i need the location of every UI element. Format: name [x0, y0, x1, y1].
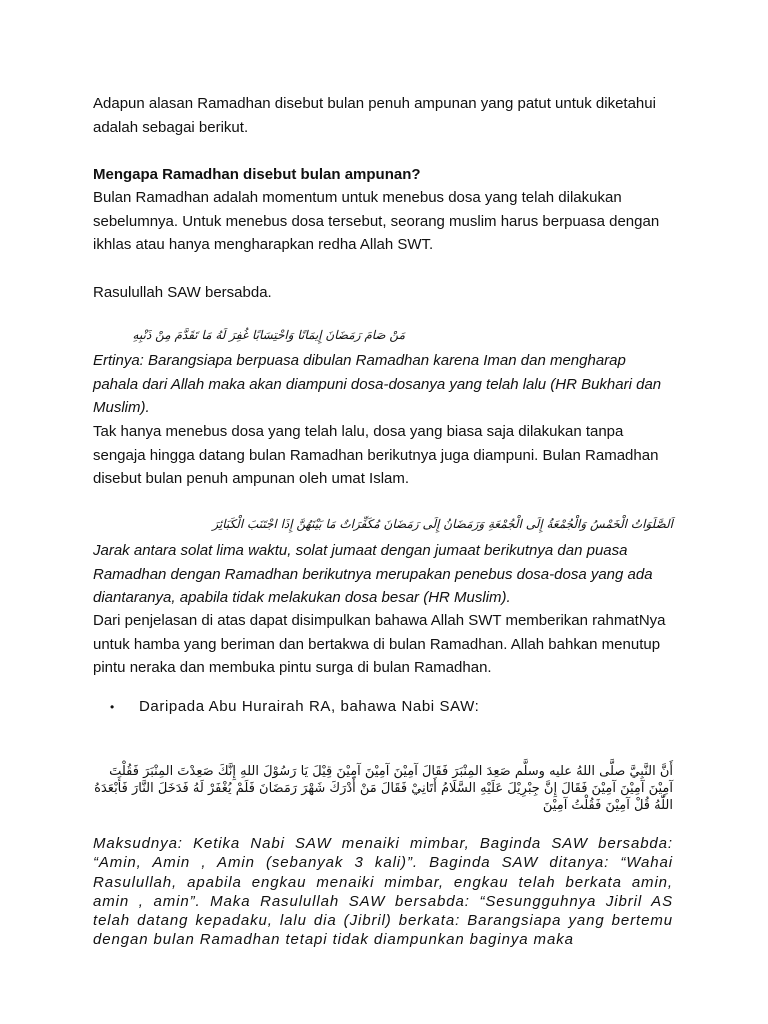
paragraph-conclusion: Dari penjelasan di atas dapat disimpulkan bahawa Allah SWT memberikan rahmatNya untuk hamba yang beriman dan bertakwa di bulan Ramadhan. Allah bahkan menutup pintu neraka dan membuka pintu surga di bulan Ramadhan. [93, 612, 666, 676]
hadith-1-arabic: مَنْ صَامَ رَمَضَانَ إِيمَانًا وَاحْتِسَابًا غُفِرَ لَهُ مَا تَقَدَّمَ مِنْ ذَنْبِهِ [132, 328, 405, 342]
section-heading: Mengapa Ramadhan disebut bulan ampunan? [93, 166, 421, 183]
hadith-2-translation: Jarak antara solat lima waktu, solat jumaat dengan jumaat berikutnya dan puasa Ramadhan dengan Ramadhan berikutnya merupakan penebus dosa-dosa yang ada diantaranya, apabila tidak melakukan dosa besar (HR Muslim). [93, 542, 653, 606]
bullet-icon: • [110, 700, 115, 714]
intro-paragraph: Adapun alasan Ramadhan disebut bulan penuh ampunan yang patut untuk diketahui adalah sebagai berikut. [93, 95, 656, 136]
rasulullah-intro: Rasulullah SAW bersabda. [93, 284, 272, 301]
hadith-3-arabic: أَنَّ النَّبِيَّ صلَّى اللهُ عليه وسلَّم صَعِدَ المِنْبَرَ فَقَالَ آمِيْنَ آمِيْنَ آمِيْنَ قِيْلَ يَا رَسُوْلَ اللهِ إِنَّكَ صَعِدْتَ المِنْبَرَ فَقُلْتَ آمِيْنَ آمِيْنَ آمِيْنَ فَقَالَ إِنَّ جِبْرِيْلَ عَلَيْهِ السَّلَامُ أَتَانِيْ فَقَالَ مَنْ أَدْرَكَ شَهْرَ رَمَضَانَ فَلَمْ يُغْفَرْ لَهُ فَدَخَلَ النَّارَ فَأَبْعَدَهُ اللّٰهُ قُلْ آمِيْنَ فَقُلْتُ آمِيْنَ [94, 764, 673, 813]
hadith-1-translation: Ertinya: Barangsiapa berpuasa dibulan Ramadhan karena Iman dan mengharap pahala dari Allah maka akan diampuni dosa-dosanya yang telah lalu (HR Bukhari dan Muslim). [93, 352, 662, 416]
bullet-item [110, 698, 479, 715]
hadith-2-arabic: اَلصَّلَوَاتُ الْخَمْسُ وَالْجُمْعَةُ إِلَى الْجُمْعَةِ وَرَمَضَانُ إِلَى رَمَضَانَ مُكَفِّرَاتٌ مَا بَيْنَهُنَّ إِذَا اجْتَنَبَ الْكَبَائِرَ [212, 517, 673, 531]
paragraph-sins-forgiven: Tak hanya menebus dosa yang telah lalu, dosa yang biasa saja dilakukan tanpa sengaja hingga datang bulan Ramadhan berikutnya juga diampuni. Bulan Ramadhan disebut bulan penuh ampunan oleh umat Islam. [93, 423, 659, 487]
hadith-3-translation: Maksudnya: Ketika Nabi SAW menaiki mimbar, Baginda SAW bersabda: “Amin, Amin , Amin (sebanyak 3 kali)”. Baginda SAW ditanya: “Wahai Rasulullah, apabila engkau menaiki mimbar, engkau telah berkata amin, amin , amin”. Maka Rasulullah SAW bersabda: “Sesungguhnya Jibril AS telah datang kepadaku, lalu dia (Jibril) berkata: Barangsiapa yang bertemu dengan bulan Ramadhan tetapi tidak diampunkan baginya maka [93, 835, 673, 949]
bullet-text: Daripada Abu Hurairah RA, bahawa Nabi SAW: [139, 698, 480, 715]
paragraph-momentum: Bulan Ramadhan adalah momentum untuk menebus dosa yang telah dilakukan sebelumnya. Untuk menebus dosa tersebut, seorang muslim harus berpuasa dengan ikhlas atau hanya mengharapkan redha Allah SWT. [93, 189, 660, 253]
